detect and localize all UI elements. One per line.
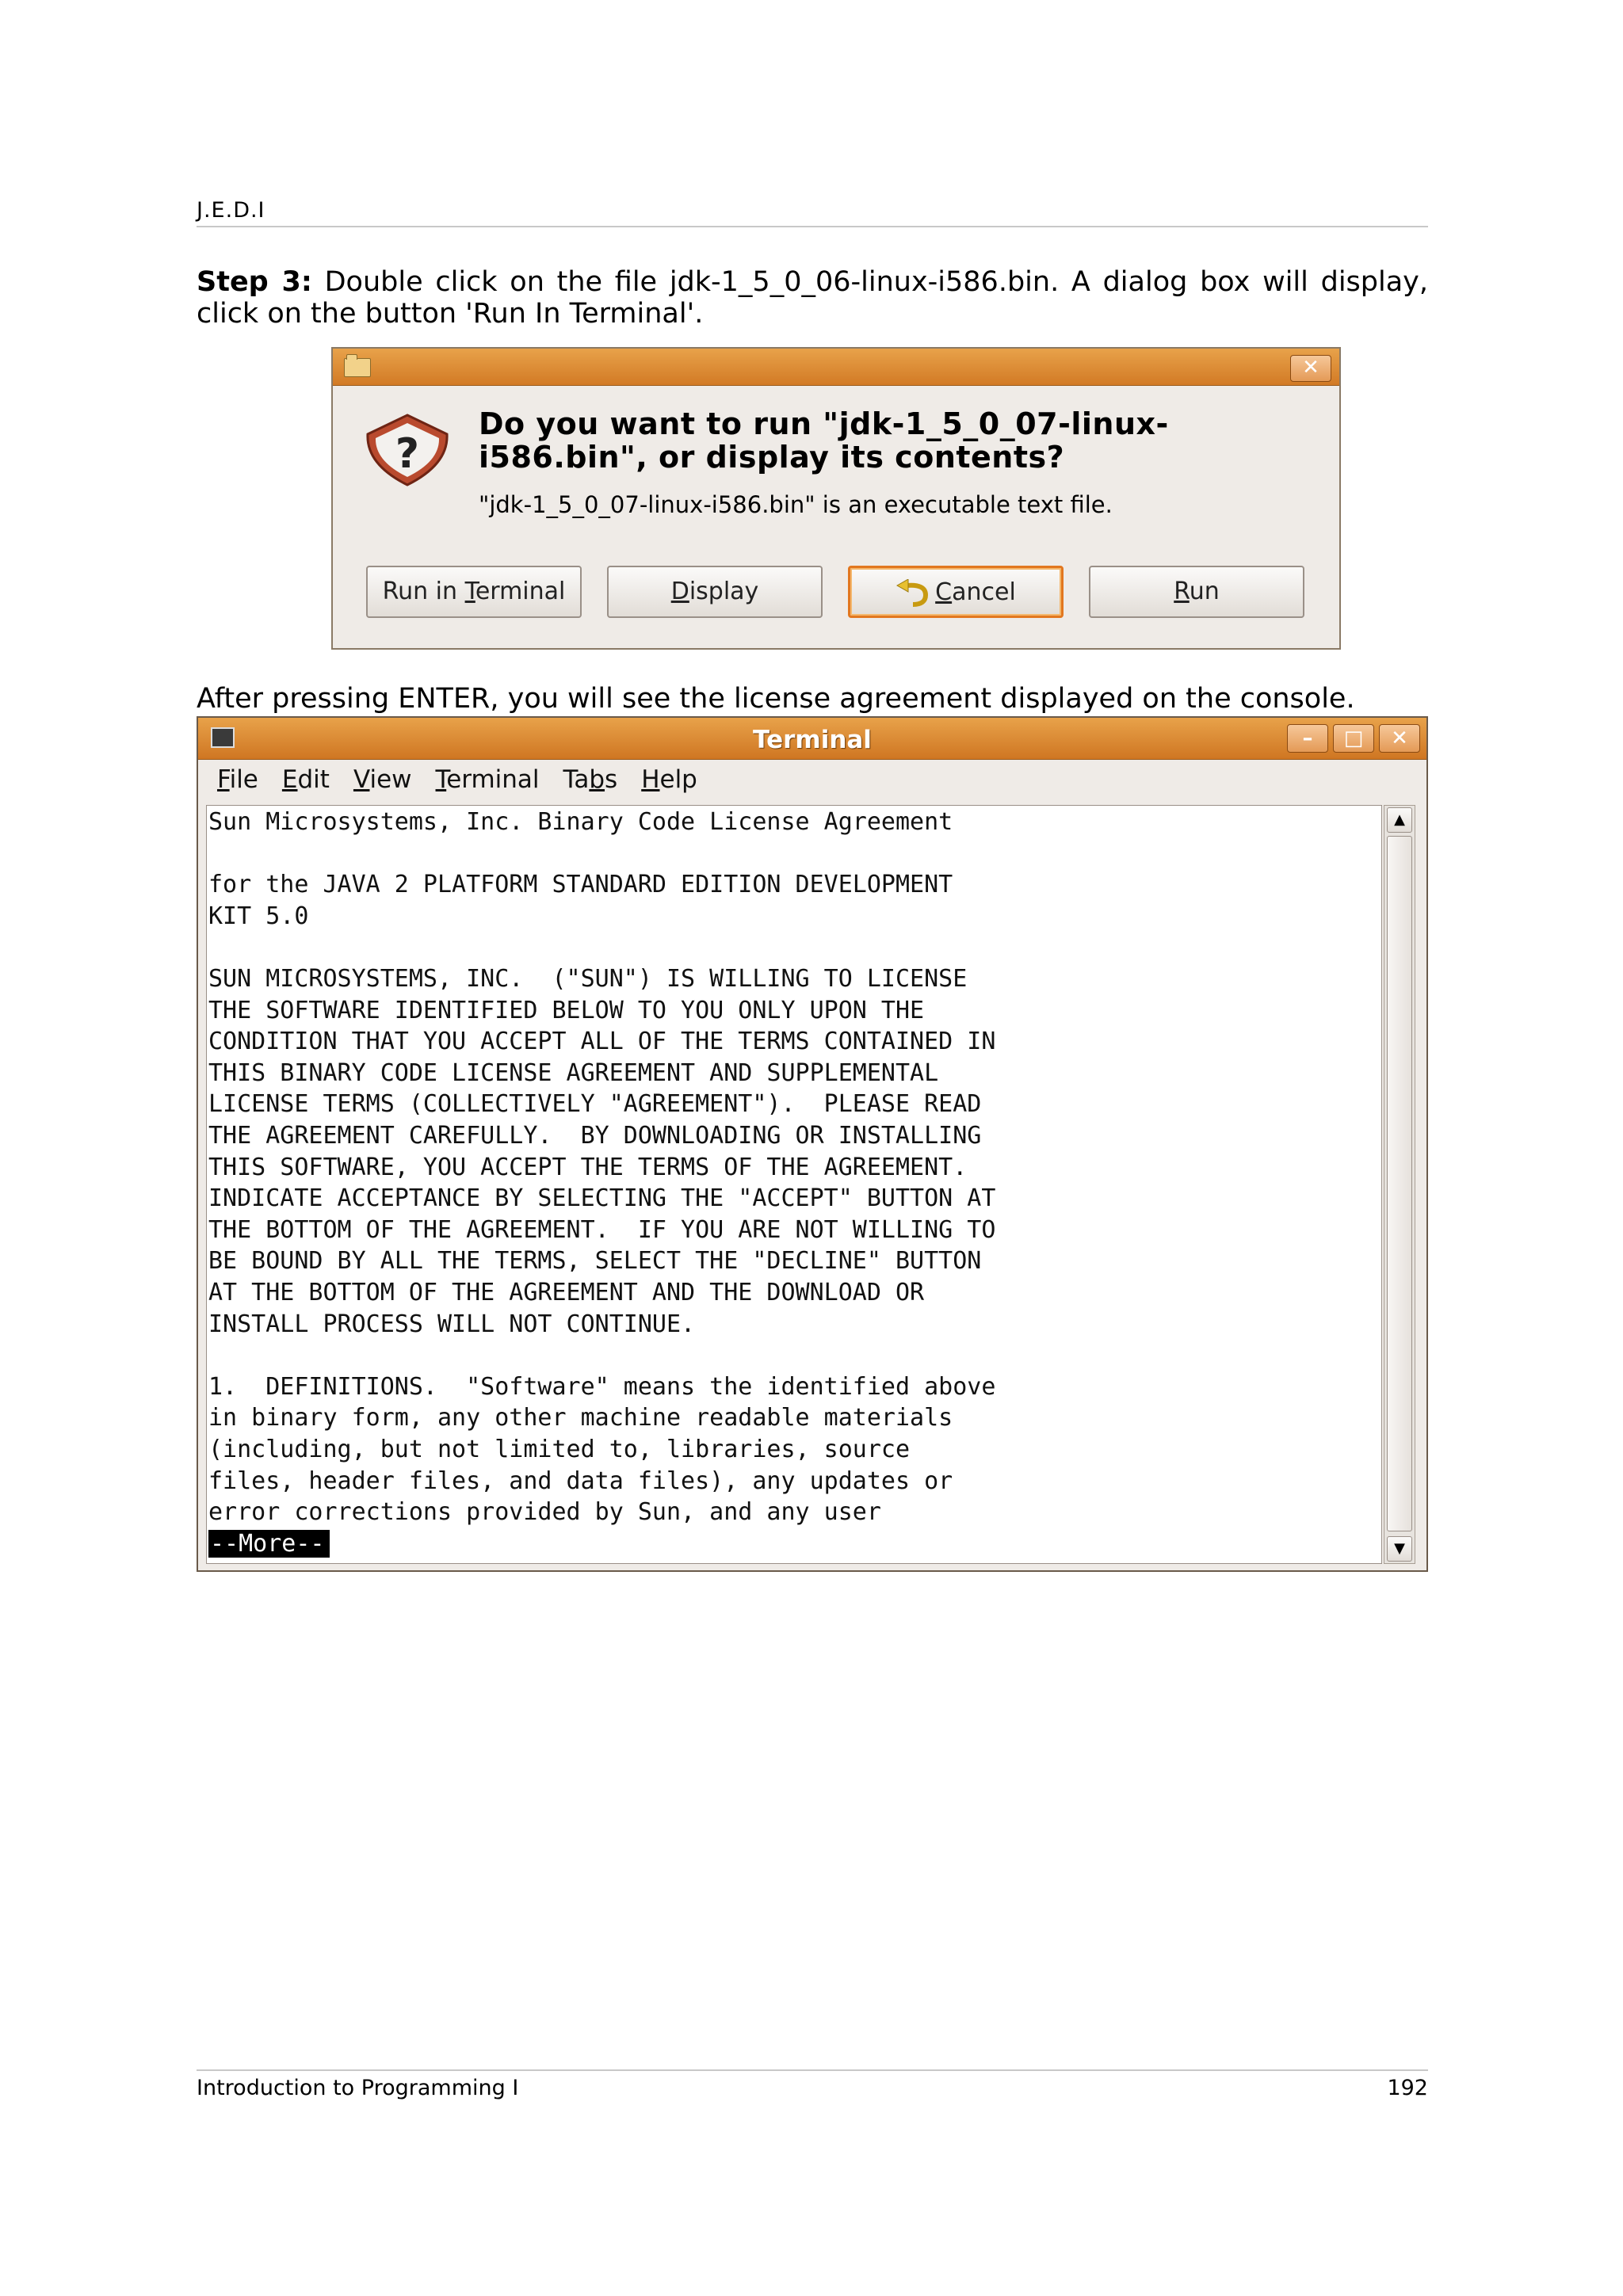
step-label: Step 3: <box>197 266 312 298</box>
dialog-question <box>479 407 1319 474</box>
terminal-line: BE BOUND BY ALL THE TERMS, SELECT THE "DECLINE" BUTTON <box>208 1247 982 1276</box>
terminal-line: SUN MICROSYSTEMS, INC. ("SUN") IS WILLING TO LICENSE <box>208 965 968 993</box>
page-number: 192 <box>1387 2076 1428 2100</box>
terminal-line: (including, but not limited to, libraries, source <box>208 1436 911 1463</box>
terminal-line: error corrections provided by Sun, and any user <box>208 1498 881 1527</box>
scroll-down-button[interactable]: ▼ <box>1387 1536 1412 1562</box>
button-label-part: Run in <box>382 578 465 605</box>
step-text: Double click on the file jdk-1_5_0_06-linux-i586.bin. A dialog box will display, click on the button 'Run In Terminal'. <box>197 266 1428 330</box>
cancel-button[interactable] <box>848 566 1064 618</box>
menu-file[interactable] <box>217 765 258 800</box>
terminal-screen[interactable] <box>206 805 1382 1564</box>
terminal-line: INDICATE ACCEPTANCE BY SELECTING THE "ACCEPT" BUTTON AT <box>208 1184 996 1213</box>
maximize-button[interactable]: □ <box>1333 724 1374 753</box>
button-label-part: ancel <box>952 578 1016 606</box>
menu-edit[interactable] <box>282 765 330 800</box>
terminal-line: 1. DEFINITIONS. "Software" means the identified above <box>208 1372 996 1401</box>
dialog-title-bar[interactable] <box>333 349 1339 386</box>
button-mnemonic: T <box>464 578 475 605</box>
terminal-line: THE AGREEMENT CAREFULLY. BY DOWNLOADING OR INSTALLING <box>208 1122 982 1150</box>
run-button[interactable] <box>1089 566 1304 618</box>
dialog-question-line-1: Do you want to run "jdk-1_5_0_07-linux- <box>479 406 1169 441</box>
menu-mnemonic: E <box>281 765 298 794</box>
header-rule <box>197 226 1428 227</box>
menu-label: iew <box>369 765 412 794</box>
terminal-title: Terminal <box>753 726 872 754</box>
menu-mnemonic: b <box>589 765 605 794</box>
terminal-line: INSTALL PROCESS WILL NOT CONTINUE. <box>208 1310 696 1338</box>
terminal-line: THIS BINARY CODE LICENSE AGREEMENT AND SUPPLEMENTAL <box>208 1058 939 1087</box>
more-prompt: --More-- <box>208 1530 330 1558</box>
run-in-terminal-button[interactable] <box>366 566 582 618</box>
terminal-line: THE SOFTWARE IDENTIFIED BELOW TO YOU ONLY UPON THE <box>208 996 925 1024</box>
footer-title: Introduction to Programming I <box>197 2076 519 2100</box>
menu-mnemonic: H <box>641 765 660 794</box>
menu-tabs[interactable] <box>563 765 618 800</box>
menu-label: dit <box>297 765 330 794</box>
menu-label: erminal <box>446 765 540 794</box>
folder-icon <box>344 358 371 377</box>
dialog-close-button[interactable]: ✕ <box>1290 355 1331 382</box>
menu-label: elp <box>659 765 697 794</box>
close-button[interactable]: ✕ <box>1379 724 1420 753</box>
menu-label: Ta <box>563 765 590 794</box>
dialog-info: "jdk-1_5_0_07-linux-i586.bin" is an executable text file. <box>479 491 1113 518</box>
display-button[interactable] <box>607 566 823 618</box>
menu-mnemonic: T <box>435 765 447 794</box>
terminal-line: in binary form, any other machine readable materials <box>208 1404 953 1432</box>
terminal-line: AT THE BOTTOM OF THE AGREEMENT AND THE DOWNLOAD OR <box>208 1279 925 1306</box>
vertical-scrollbar[interactable] <box>1384 805 1415 1564</box>
terminal-line: Sun Microsystems, Inc. Binary Code License Agreement <box>208 808 953 836</box>
after-paragraph: After pressing ENTER, you will see the license agreement displayed on the console. <box>197 683 1355 715</box>
menu-terminal[interactable] <box>436 765 540 800</box>
button-mnemonic: R <box>1174 578 1190 605</box>
undo-arrow-icon <box>896 579 932 608</box>
step-paragraph <box>197 266 1428 330</box>
terminal-line: THE BOTTOM OF THE AGREEMENT. IF YOU ARE NOT WILLING TO <box>208 1215 996 1244</box>
button-label-part: isplay <box>689 578 759 605</box>
terminal-line: KIT 5.0 <box>208 902 309 930</box>
terminal-line: THIS SOFTWARE, YOU ACCEPT THE TERMS OF THE AGREEMENT. <box>208 1153 968 1181</box>
page-header: J.E.D.I <box>197 198 265 223</box>
button-label-part: erminal <box>475 578 566 605</box>
terminal-title-bar[interactable] <box>198 718 1426 760</box>
terminal-line: files, header files, and data files), any updates or <box>208 1466 953 1495</box>
menu-label: ile <box>229 765 258 794</box>
button-mnemonic: D <box>670 578 689 605</box>
button-mnemonic: C <box>935 578 953 606</box>
footer-rule <box>197 2069 1428 2071</box>
run-dialog <box>331 347 1341 650</box>
menu-mnemonic: V <box>353 765 370 794</box>
scroll-up-button[interactable]: ▲ <box>1387 807 1412 833</box>
terminal-window <box>197 716 1428 1572</box>
scroll-thumb[interactable] <box>1387 836 1412 1531</box>
button-label-part: un <box>1189 578 1220 605</box>
terminal-line: for the JAVA 2 PLATFORM STANDARD EDITION DEVELOPMENT <box>208 871 953 899</box>
terminal-line: LICENSE TERMS (COLLECTIVELY "AGREEMENT"). PLEASE READ <box>208 1090 982 1119</box>
menu-mnemonic: F <box>217 765 230 794</box>
dialog-question-line-2: i586.bin", or display its contents? <box>479 440 1065 475</box>
menu-label: s <box>605 765 618 794</box>
menu-help[interactable] <box>641 765 697 800</box>
question-icon <box>365 412 450 488</box>
more-prompt-line <box>208 1529 330 1558</box>
svg-text:?: ? <box>395 430 420 478</box>
menu-bar <box>217 765 697 800</box>
terminal-line: CONDITION THAT YOU ACCEPT ALL OF THE TERMS CONTAINED IN <box>208 1028 996 1056</box>
minimize-button[interactable]: – <box>1287 724 1328 753</box>
menu-view[interactable] <box>353 765 412 800</box>
